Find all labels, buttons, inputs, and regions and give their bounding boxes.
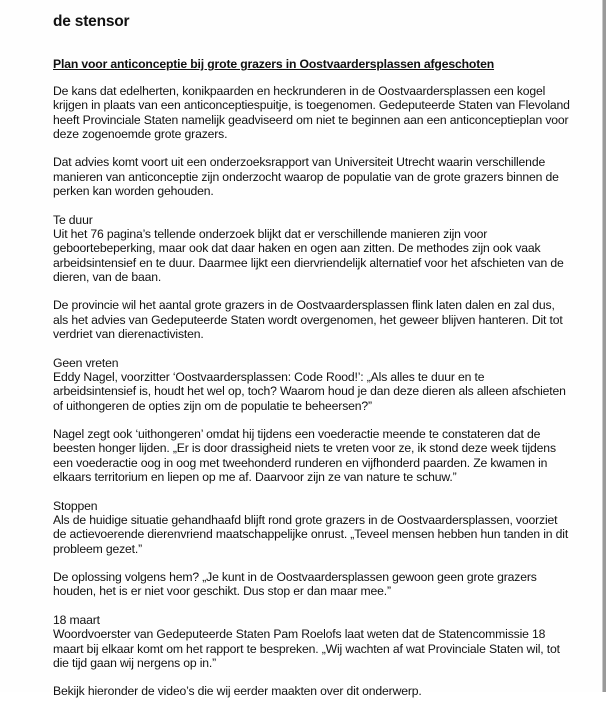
text-line: Dat advies komt voort uit een onderzoeksrapport van Universiteit Utrecht waarin verschillende [53,155,546,170]
section-geen-vreten [53,355,566,413]
publication-name: de stensor [53,13,130,30]
text-line: maart bij elkaar komt om het rapport te bespreken. „Wij wachten af wat Provinciale Staten wil, tot [53,641,560,656]
paragraph-intro [53,84,570,141]
paragraph [53,298,563,342]
text-line: de actievoerende dierenvriend maatschappelijke onrust. „Teveel mensen hebben hun tanden in dit [53,527,569,542]
text-line: beesten honger lijden. „Er is door drassigheid niets te vreten voor ze, ik stond deze week tijdens [53,441,556,456]
section-stoppen [53,498,569,556]
text-line: arbeidsintensief en te duur. Daarmee lijkt een diervriendelijk alternatief voor het afschieten van de [53,255,564,270]
section-te-duur [53,212,564,284]
text-line: Eddy Nagel, voorzitter ‘Oostvaardersplassen: Code Rood!’: „Als alles te duur en te [53,369,485,384]
text-line: krijgen in plaats van een anticonceptiespuitje, is toegenomen. Gedeputeerde Staten van Flevoland [53,98,570,113]
text-line: Uit het 76 pagina’s tellende onderzoek blijkt dat er verschillende manieren zijn voor [53,226,488,241]
text-line: Nagel zegt ook ‘uithongeren’ omdat hij tijdens een voederactie meende te constateren dat de [53,427,541,442]
text-line: als het advies van Gedeputeerde Staten wordt overgenomen, het geweer blijven hanteren. Dit tot [53,312,563,327]
text-line: deze zogenoemde grote grazers. [53,126,228,141]
text-line: perken kan worden gehouden. [53,184,214,199]
text-line: of uithongeren de opties zijn om de populatie te beheersen?” [53,398,372,413]
text-line: Als de huidige situatie gehandhaafd blijft rond grote grazers in de Oostvaardersplassen, voorziet [53,512,558,527]
section-heading: Stoppen [53,498,98,513]
text-line: De kans dat edelherten, konikpaarden en heckrunderen in de Oostvaardersplassen een kogel [53,84,546,98]
text-line: heeft Provinciale Staten namelijk geadviseerd om niet te beginnen aan een anticonceptieplan voor [53,112,569,127]
text-line: Woordvoerster van Gedeputeerde Staten Pam Roelofs laat weten dat de Statencommissie 18 [53,627,546,642]
text-line: houden, het is er niet voor geschikt. Dus stop er dan maar mee.” [53,584,391,599]
text-line: geboortebeperking, maar ook dat daar haken en ogen aan zitten. De methodes zijn ook vaak [53,241,541,256]
section-heading: 18 maart [53,612,100,627]
text-line: probleem gezet.” [53,541,143,556]
paragraph [53,155,559,199]
section-18-maart [53,612,560,670]
paragraph [53,427,556,485]
text-line: die tijd gaan wij nergens op in.” [53,655,217,670]
text-line: De provincie wil het aantal grote grazers in de Oostvaardersplassen flink laten dalen en zal dus, [53,298,555,313]
text-line: De oplossing volgens hem? „Je kunt in de Oostvaardersplassen gewoon geen grote grazers [53,570,537,585]
article-headline: Plan voor anticonceptie bij grote grazers in Oostvaardersplassen afgeschoten [53,57,495,71]
article-body [53,84,570,713]
text-line: verdriet van dierenactivisten. [53,327,204,342]
paragraph [53,570,553,599]
text-line: dieren, van de baan. [53,269,162,284]
section-heading: Te duur [53,212,93,227]
text-line: elkaars territorium en liepen op me af. Daarvoor zijn ze van nature te schuw.” [53,470,457,485]
text-line: een voederactie oog in oog met tweehonderd runderen en vijfhonderd paarden. Ze kwamen in [53,455,548,470]
text-line: arbeidsintensief is, houdt het wel op, toch? Waarom houd je dan deze dieren als alleen afschieten [53,384,566,399]
section-heading: Geen vreten [53,355,119,370]
text-line: manieren van anticonceptie zijn onderzocht waarop de populatie van de grote grazers binnen de [53,169,559,184]
text-line: Bekijk hieronder de video’s die wij eerder maakten over dit onderwerp. [53,684,422,699]
